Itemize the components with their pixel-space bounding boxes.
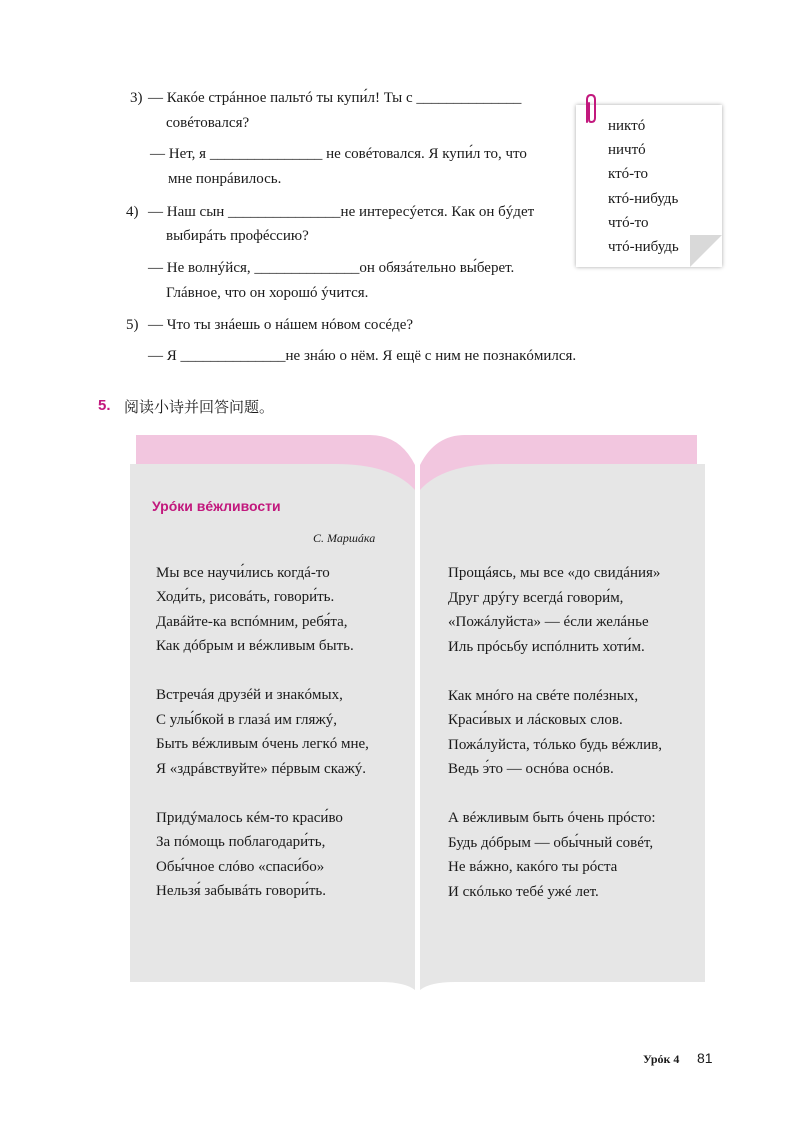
item-5-question-line-1: — Что ты знáешь о нáшем нóвом сосéде? <box>148 317 414 333</box>
poem-line: Как дóбрым и вéжливым быть. <box>156 638 354 654</box>
poem-line: Будь дóбрым — обы́чный совéт, <box>448 835 654 851</box>
item-3-question-line-2: совéтовался? <box>166 115 250 131</box>
word-box-item: ктó-то <box>608 166 648 182</box>
poem-line: За пóмощь поблагодари́ть, <box>156 834 326 850</box>
word-box-item: ничтó <box>608 142 646 158</box>
page-fold-corner <box>690 235 722 267</box>
poem-line: Как мнóго на свéте полéзных, <box>448 688 639 704</box>
word-box-item: чтó-то <box>608 215 649 231</box>
item-4-question-line-2: выбирáть профéссию? <box>166 228 309 244</box>
item-4-answer-line-2: Глáвное, что он хорошó ýчится. <box>166 285 369 301</box>
item-3-answer-line-2: мне понрáвилось. <box>168 171 282 187</box>
poem-line: Встречáя друзéй и знакóмых, <box>156 687 343 703</box>
task-5-number: 5. <box>98 397 111 414</box>
poem-line: Друг дрýгу всегдá говори́м, <box>448 590 624 606</box>
poem-line: Прощáясь, мы все «до свидáния» <box>448 565 661 581</box>
task-5-instruction: 阅读小诗并回答问题。 <box>124 398 275 416</box>
word-box-item: ктó-нибудь <box>608 191 679 207</box>
item-5-number: 5) <box>126 317 139 333</box>
poem-line: Придýмалось кéм-то краси́во <box>156 810 343 826</box>
poem-line: Нельзя́ забывáть говори́ть. <box>156 883 327 899</box>
word-box <box>576 105 722 267</box>
paperclip-icon <box>580 92 602 126</box>
poem-line: Обы́чное слóво «спаси́бо» <box>156 859 325 875</box>
footer-lesson-label: Урóк 4 <box>643 1052 680 1066</box>
word-box-item: никтó <box>608 118 646 134</box>
item-4-number: 4) <box>126 204 139 220</box>
poem-line: Быть вéжливым óчень легкó мне, <box>156 736 369 752</box>
poem-line: И скóлько тебé ужé лет. <box>448 884 599 900</box>
poem-line: Пожáлуйста, тóлько будь вéжлив, <box>448 737 662 753</box>
poem-line: Мы все научи́лись когдá-то <box>156 565 330 581</box>
poem-line: Краси́вых и лáсковых слов. <box>448 712 623 728</box>
poem-author: С. Маршáка <box>313 531 376 545</box>
poem-line: Ходи́ть, рисовáть, говори́ть. <box>156 589 335 605</box>
item-3-number: 3) <box>130 90 143 106</box>
item-3-answer-line-1: — Нет, я _______________ не совéтовался. Я купи́л то, что <box>150 146 527 162</box>
item-5-answer-line-1: — Я ______________не знáю о нём. Я ещё с ним не познакóмился. <box>148 348 577 364</box>
poem-line: Давáйте-ка вспóмним, ребя́та, <box>156 614 348 630</box>
poem-line: С улы́бкой в глазá им гляжý, <box>156 712 337 728</box>
word-box-item: чтó-нибудь <box>608 239 679 255</box>
poem-line: «Пожáлуйста» — éсли желáнье <box>448 614 649 630</box>
poem-title: Урóки вéжливости <box>152 498 281 514</box>
page-number: 81 <box>697 1050 713 1066</box>
poem-line: А вéжливым быть óчень прóсто: <box>448 810 656 826</box>
poem-line: Я «здрáвствуйте» пéрвым скажý. <box>156 761 367 777</box>
item-4-question-line-1: — Наш сын _______________не интересýется. Как он бýдет <box>148 204 535 220</box>
poem-line: Иль прóсьбу испóлнить хоти́м. <box>448 639 645 655</box>
item-4-answer-line-1: — Не волнýйся, ______________он обязáтельно вы́берет. <box>148 260 515 276</box>
poem-line: Ведь э́то — оснóва оснóв. <box>448 761 614 777</box>
poem-line: Не вáжно, какóго ты рóста <box>448 859 618 875</box>
item-3-question-line-1: — Какóе стрáнное пальтó ты купи́л! Ты с ______________ <box>148 90 522 106</box>
